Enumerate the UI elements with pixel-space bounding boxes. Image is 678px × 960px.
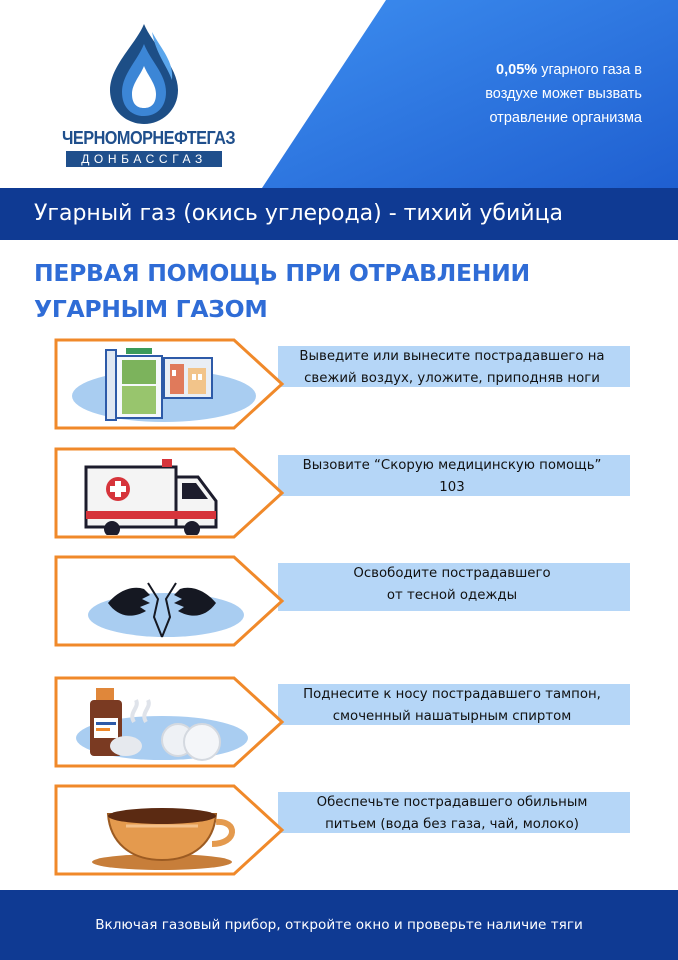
logo-text-line1: ЧЕРНОМОРНЕФТЕГАЗ — [62, 127, 236, 148]
ambulance-icon — [66, 453, 262, 535]
step-text-line2: свежий воздух, уложите, приподняв ноги — [304, 371, 600, 386]
warning-line2: воздухе может вызвать — [485, 86, 642, 102]
warning-line3: отравление организма — [489, 110, 642, 126]
heading-line1: ПЕРВАЯ ПОМОЩЬ ПРИ ОТРАВЛЕНИИ — [34, 259, 530, 287]
step-text — [272, 455, 632, 499]
step-text-line1: Обеспечьте пострадавшего обильным — [316, 795, 588, 810]
warning-text — [402, 58, 642, 130]
step-2 — [54, 447, 622, 539]
flame-drop-icon — [104, 22, 184, 126]
page-heading — [34, 255, 654, 327]
step-text-line2: смоченный нашатырным спиртом — [332, 709, 572, 724]
heading-line2: УГАРНЫМ ГАЗОМ — [34, 295, 268, 323]
warning-highlight: 0,05% — [496, 62, 538, 78]
ammonia-bottle-icon — [66, 682, 262, 764]
step-5 — [54, 784, 622, 876]
step-text-line1: Выведите или вынесите пострадавшего на — [299, 349, 605, 364]
banner-title: Угарный газ (окись углерода) - тихий убийца — [34, 201, 564, 226]
step-3 — [54, 555, 622, 647]
tearing-shirt-icon — [66, 561, 262, 643]
step-text-line2: от тесной одежды — [386, 588, 518, 603]
step-4 — [54, 676, 622, 768]
step-text-line1: Поднесите к носу пострадавшего тампон, — [303, 687, 601, 702]
warning-line1: угарного газа в — [537, 62, 642, 78]
logo-text-line2: ДОНБАССГАЗ — [66, 151, 222, 167]
step-text-line1: Освободите пострадавшего — [353, 566, 551, 581]
step-text-line1: Вызовите “Скорую медицинскую помощь” — [302, 458, 602, 473]
door-icon — [66, 344, 262, 426]
company-logo — [62, 22, 236, 168]
tea-cup-icon — [66, 790, 262, 872]
step-text — [272, 684, 632, 728]
step-text-line2: питьем (вода без газа, чай, молоко) — [325, 817, 579, 832]
step-text — [272, 792, 632, 836]
step-text — [272, 563, 632, 607]
footer-text: Включая газовый прибор, откройте окно и проверьте наличие тяги — [95, 917, 583, 933]
step-1 — [54, 338, 622, 430]
step-text-line2: 103 — [439, 480, 465, 495]
step-text — [272, 346, 632, 390]
